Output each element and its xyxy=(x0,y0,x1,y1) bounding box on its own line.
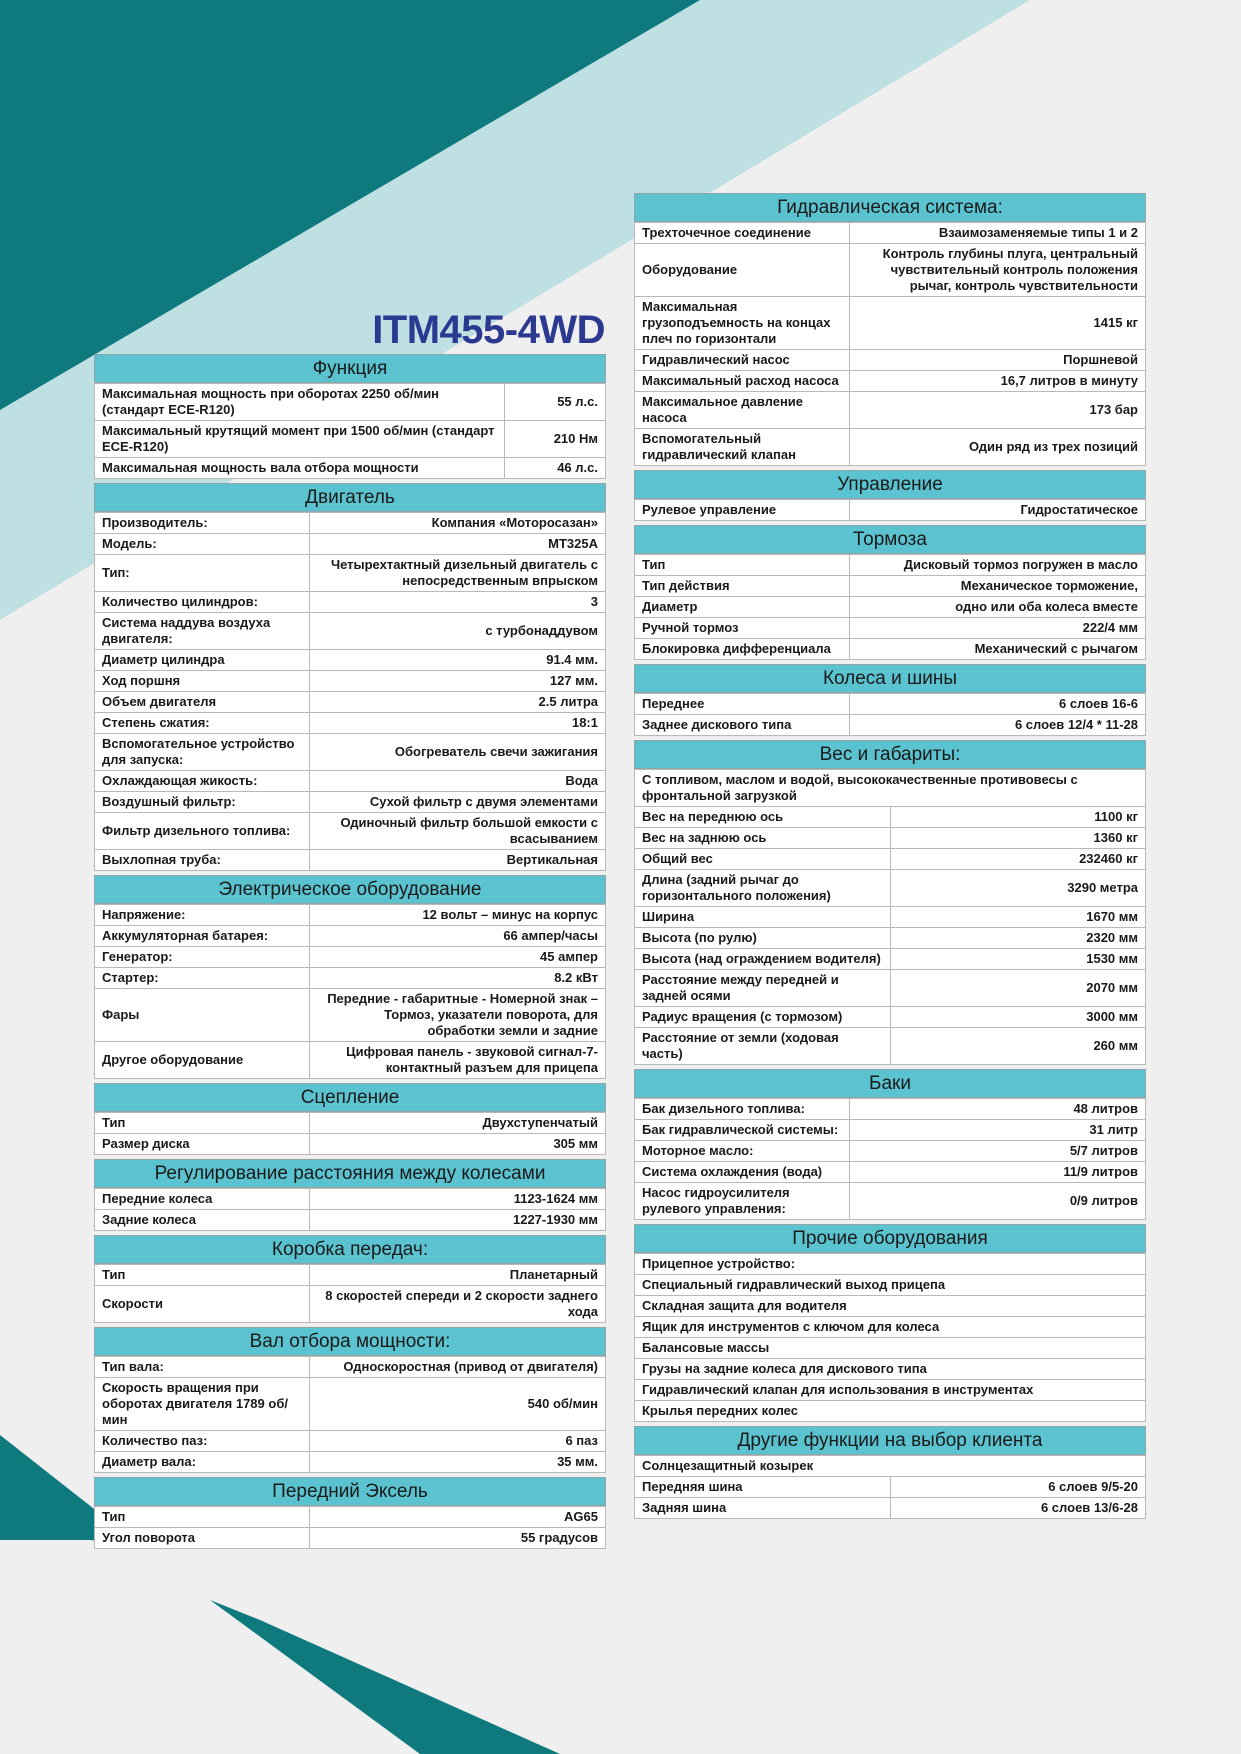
spec-label: Воздушный фильтр: xyxy=(95,792,310,813)
spec-value: 6 слоев 12/4 * 11-28 xyxy=(850,715,1146,736)
spec-label: Прицепное устройство: xyxy=(635,1254,1146,1275)
spec-label: Скорость вращения при оборотах двигателя 1789 об/мин xyxy=(95,1378,310,1431)
table-row xyxy=(95,850,606,871)
spec-label: Общий вес xyxy=(635,849,891,870)
spec-value: 35 мм. xyxy=(310,1452,606,1473)
spec-label: Ширина xyxy=(635,907,891,928)
spec-label: Переднее xyxy=(635,694,850,715)
table-row xyxy=(95,384,606,421)
table-row xyxy=(635,1120,1146,1141)
spec-label: Угол поворота xyxy=(95,1528,310,1549)
spec-value: 45 ампер xyxy=(310,947,606,968)
table-row xyxy=(95,692,606,713)
table-row xyxy=(635,928,1146,949)
spec-value: 1100 кг xyxy=(890,807,1146,828)
spec-value: одно или оба колеса вместе xyxy=(850,597,1146,618)
spec-label: Система охлаждения (вода) xyxy=(635,1162,850,1183)
spec-value: Одиночный фильтр большой емкости с всасыванием xyxy=(310,813,606,850)
spec-label: Вспомогательное устройство для запуска: xyxy=(95,734,310,771)
spec-value: Сухой фильтр с двумя элементами xyxy=(310,792,606,813)
spec-label: С топливом, маслом и водой, высококачественные противовесы с фронтальной загрузкой xyxy=(635,770,1146,807)
spec-label: Другое оборудование xyxy=(95,1042,310,1079)
spec-label: Трехточечное соединение xyxy=(635,223,850,244)
table-row xyxy=(635,907,1146,928)
table-row xyxy=(95,650,606,671)
table-row xyxy=(635,429,1146,466)
spec-label: Вспомогательный гидравлический клапан xyxy=(635,429,850,466)
table-row xyxy=(95,926,606,947)
spec-label: Бак гидравлической системы: xyxy=(635,1120,850,1141)
spec-value: 6 паз xyxy=(310,1431,606,1452)
spec-value: 1670 мм xyxy=(890,907,1146,928)
table-row xyxy=(95,989,606,1042)
section-pto xyxy=(94,1327,606,1473)
spec-label: Степень сжатия: xyxy=(95,713,310,734)
spec-value: 3000 мм xyxy=(890,1007,1146,1028)
table-row xyxy=(95,1265,606,1286)
table-row xyxy=(95,1134,606,1155)
section-gearbox xyxy=(94,1235,606,1323)
table-row xyxy=(635,1477,1146,1498)
spec-label: Гидравлический насос xyxy=(635,350,850,371)
table-row xyxy=(635,223,1146,244)
spec-value: Контроль глубины плуга, центральный чувствительный контроль положения рычаг, контроль чувствительности xyxy=(850,244,1146,297)
spec-label: Расстояние от земли (ходовая часть) xyxy=(635,1028,891,1065)
spec-label: Рулевое управление xyxy=(635,500,850,521)
spec-label: Максимальная грузоподъемность на концах плеч по горизонтали xyxy=(635,297,850,350)
spec-value: 1530 мм xyxy=(890,949,1146,970)
section-brakes xyxy=(634,525,1146,660)
spec-value: 1415 кг xyxy=(850,297,1146,350)
spec-value: 18:1 xyxy=(310,713,606,734)
table-row xyxy=(635,849,1146,870)
spec-value: Взаимозаменяемые типы 1 и 2 xyxy=(850,223,1146,244)
section-title: Сцепление xyxy=(94,1083,606,1112)
table-row xyxy=(95,458,606,479)
table-row xyxy=(95,947,606,968)
spec-label: Количество паз: xyxy=(95,1431,310,1452)
spec-value: 6 слоев 13/6-28 xyxy=(890,1498,1146,1519)
spec-label: Модель: xyxy=(95,534,310,555)
spec-value: 6 слоев 9/5-20 xyxy=(890,1477,1146,1498)
spec-value: 1360 кг xyxy=(890,828,1146,849)
spec-value: 232460 кг xyxy=(890,849,1146,870)
spec-label: Заднее дискового типа xyxy=(635,715,850,736)
section-title: Коробка передач: xyxy=(94,1235,606,1264)
table-row xyxy=(635,770,1146,807)
table-row xyxy=(95,1452,606,1473)
table-row xyxy=(635,1498,1146,1519)
section-title: Электрическое оборудование xyxy=(94,875,606,904)
spec-label: Тип вала: xyxy=(95,1357,310,1378)
table-row xyxy=(95,905,606,926)
spec-label: Стартер: xyxy=(95,968,310,989)
spec-value: 0/9 литров xyxy=(850,1183,1146,1220)
table-row xyxy=(95,592,606,613)
table-row xyxy=(95,734,606,771)
spec-label: Высота (по рулю) xyxy=(635,928,891,949)
table-row xyxy=(635,1338,1146,1359)
spec-label: Максимальный крутящий момент при 1500 об/мин (стандарт ECE-R120) xyxy=(95,421,505,458)
spec-label: Крылья передних колес xyxy=(635,1401,1146,1422)
spec-label: Передние колеса xyxy=(95,1189,310,1210)
table-row xyxy=(635,807,1146,828)
section-track xyxy=(94,1159,606,1231)
spec-label: Радиус вращения (с тормозом) xyxy=(635,1007,891,1028)
section-other-equipment xyxy=(634,1224,1146,1422)
spec-label: Система наддува воздуха двигателя: xyxy=(95,613,310,650)
section-electrical xyxy=(94,875,606,1079)
spec-label: Тип действия xyxy=(635,576,850,597)
spec-label: Объем двигателя xyxy=(95,692,310,713)
spec-value: Цифровая панель - звуковой сигнал-7-контактный разъем для прицепа xyxy=(310,1042,606,1079)
spec-value: с турбонаддувом xyxy=(310,613,606,650)
table-row xyxy=(635,1359,1146,1380)
spec-value: 305 мм xyxy=(310,1134,606,1155)
spec-label: Высота (над ограждением водителя) xyxy=(635,949,891,970)
spec-label: Тип xyxy=(95,1113,310,1134)
spec-label: Фильтр дизельного топлива: xyxy=(95,813,310,850)
spec-value: 8.2 кВт xyxy=(310,968,606,989)
spec-label: Аккумуляторная батарея: xyxy=(95,926,310,947)
spec-label: Производитель: xyxy=(95,513,310,534)
right-column xyxy=(634,193,1146,1523)
table-row xyxy=(635,244,1146,297)
table-row xyxy=(95,1113,606,1134)
section-title: Регулирование расстояния между колесами xyxy=(94,1159,606,1188)
section-options xyxy=(634,1426,1146,1519)
table-row xyxy=(95,713,606,734)
table-row xyxy=(95,613,606,650)
spec-value: Четырехтактный дизельный двигатель с непосредственным впрыском xyxy=(310,555,606,592)
spec-value: 31 литр xyxy=(850,1120,1146,1141)
spec-label: Оборудование xyxy=(635,244,850,297)
section-title: Колеса и шины xyxy=(634,664,1146,693)
table-row xyxy=(95,671,606,692)
table-row xyxy=(635,694,1146,715)
spec-value: 66 ампер/часы xyxy=(310,926,606,947)
spec-label: Фары xyxy=(95,989,310,1042)
table-row xyxy=(95,513,606,534)
spec-label: Моторное масло: xyxy=(635,1141,850,1162)
section-title: Управление xyxy=(634,470,1146,499)
spec-label: Балансовые массы xyxy=(635,1338,1146,1359)
table-row xyxy=(635,1317,1146,1338)
spec-value: Компания «Моторосазан» xyxy=(310,513,606,534)
spec-value: 222/4 мм xyxy=(850,618,1146,639)
spec-value: 2.5 литра xyxy=(310,692,606,713)
spec-value: Двухступенчатый xyxy=(310,1113,606,1134)
section-front-axle xyxy=(94,1477,606,1549)
section-title: Вал отбора мощности: xyxy=(94,1327,606,1356)
spec-value: 173 бар xyxy=(850,392,1146,429)
spec-value: 540 об/мин xyxy=(310,1378,606,1431)
left-column xyxy=(94,354,606,1553)
spec-label: Бак дизельного топлива: xyxy=(635,1099,850,1120)
section-engine xyxy=(94,483,606,871)
section-title: Баки xyxy=(634,1069,1146,1098)
table-row xyxy=(95,1189,606,1210)
spec-label: Тип: xyxy=(95,555,310,592)
spec-value: 1123-1624 мм xyxy=(310,1189,606,1210)
spec-value: 11/9 литров xyxy=(850,1162,1146,1183)
spec-label: Тип xyxy=(95,1507,310,1528)
table-row xyxy=(635,1254,1146,1275)
spec-label: Максимальная мощность при оборотах 2250 об/мин (стандарт ECE-R120) xyxy=(95,384,505,421)
spec-label: Грузы на задние колеса для дискового типа xyxy=(635,1359,1146,1380)
table-row xyxy=(635,597,1146,618)
table-row xyxy=(635,1275,1146,1296)
section-title: Тормоза xyxy=(634,525,1146,554)
spec-label: Длина (задний рычаг до горизонтального положения) xyxy=(635,870,891,907)
spec-value: Вода xyxy=(310,771,606,792)
spec-label: Гидравлический клапан для использования в инструментах xyxy=(635,1380,1146,1401)
section-function xyxy=(94,354,606,479)
table-row xyxy=(95,421,606,458)
model-title: ITM455-4WD xyxy=(372,308,605,352)
table-row xyxy=(635,949,1146,970)
spec-value: MT325A xyxy=(310,534,606,555)
spec-label: Задняя шина xyxy=(635,1498,891,1519)
spec-value: 16,7 литров в минуту xyxy=(850,371,1146,392)
spec-label: Складная защита для водителя xyxy=(635,1296,1146,1317)
table-row xyxy=(95,1210,606,1231)
table-row xyxy=(635,576,1146,597)
table-row xyxy=(635,1099,1146,1120)
table-row xyxy=(95,1042,606,1079)
table-row xyxy=(635,639,1146,660)
table-row xyxy=(95,1528,606,1549)
spec-label: Вес на заднюю ось xyxy=(635,828,891,849)
spec-label: Тип xyxy=(635,555,850,576)
table-row xyxy=(635,371,1146,392)
table-row xyxy=(635,392,1146,429)
section-title: Гидравлическая система: xyxy=(634,193,1146,222)
spec-label: Напряжение: xyxy=(95,905,310,926)
spec-label: Диаметр xyxy=(635,597,850,618)
spec-value: 55 градусов xyxy=(310,1528,606,1549)
section-clutch xyxy=(94,1083,606,1155)
spec-label: Диаметр цилиндра xyxy=(95,650,310,671)
table-row xyxy=(95,771,606,792)
table-row xyxy=(635,1401,1146,1422)
table-row xyxy=(635,870,1146,907)
spec-value: Односкоростная (привод от двигателя) xyxy=(310,1357,606,1378)
section-steering xyxy=(634,470,1146,521)
spec-value: Дисковый тормоз погружен в масло xyxy=(850,555,1146,576)
table-row xyxy=(635,828,1146,849)
spec-value: 2320 мм xyxy=(890,928,1146,949)
table-row xyxy=(635,715,1146,736)
spec-label: Солнцезащитный козырек xyxy=(635,1456,1146,1477)
table-row xyxy=(635,1141,1146,1162)
table-row xyxy=(95,1286,606,1323)
table-row xyxy=(635,1162,1146,1183)
table-row xyxy=(95,555,606,592)
section-tires xyxy=(634,664,1146,736)
spec-label: Скорости xyxy=(95,1286,310,1323)
spec-value: Механический с рычагом xyxy=(850,639,1146,660)
table-row xyxy=(635,297,1146,350)
spec-value: 3290 метра xyxy=(890,870,1146,907)
spec-value: Обогреватель свечи зажигания xyxy=(310,734,606,771)
table-row xyxy=(635,618,1146,639)
spec-value: 127 мм. xyxy=(310,671,606,692)
table-row xyxy=(95,534,606,555)
spec-label: Выхлопная труба: xyxy=(95,850,310,871)
section-dimensions xyxy=(634,740,1146,1065)
spec-value: 55 л.с. xyxy=(505,384,606,421)
spec-value: Планетарный xyxy=(310,1265,606,1286)
table-row xyxy=(635,555,1146,576)
spec-value: Гидростатическое xyxy=(850,500,1146,521)
spec-label: Вес на переднюю ось xyxy=(635,807,891,828)
spec-label: Специальный гидравлический выход прицепа xyxy=(635,1275,1146,1296)
spec-value: 48 литров xyxy=(850,1099,1146,1120)
table-row xyxy=(635,1183,1146,1220)
spec-label: Задние колеса xyxy=(95,1210,310,1231)
spec-value: 210 Нм xyxy=(505,421,606,458)
spec-value: 46 л.с. xyxy=(505,458,606,479)
spec-value: Вертикальная xyxy=(310,850,606,871)
spec-label: Максимальная мощность вала отбора мощности xyxy=(95,458,505,479)
section-title: Двигатель xyxy=(94,483,606,512)
spec-label: Максимальное давление насоса xyxy=(635,392,850,429)
spec-label: Ручной тормоз xyxy=(635,618,850,639)
section-title: Прочие оборудования xyxy=(634,1224,1146,1253)
table-row xyxy=(635,970,1146,1007)
spec-value: 5/7 литров xyxy=(850,1141,1146,1162)
spec-value: 91.4 мм. xyxy=(310,650,606,671)
table-row xyxy=(95,1357,606,1378)
spec-value: Поршневой xyxy=(850,350,1146,371)
table-row xyxy=(635,500,1146,521)
section-title: Функция xyxy=(94,354,606,383)
table-row xyxy=(95,1378,606,1431)
spec-label: Максимальный расход насоса xyxy=(635,371,850,392)
section-title: Вес и габариты: xyxy=(634,740,1146,769)
table-row xyxy=(635,1028,1146,1065)
section-hydraulics xyxy=(634,193,1146,466)
spec-value: 3 xyxy=(310,592,606,613)
spec-label: Тип xyxy=(95,1265,310,1286)
spec-label: Охлаждающая жикость: xyxy=(95,771,310,792)
spec-label: Ящик для инструментов с ключом для колеса xyxy=(635,1317,1146,1338)
spec-value: 2070 мм xyxy=(890,970,1146,1007)
spec-value: 1227-1930 мм xyxy=(310,1210,606,1231)
table-row xyxy=(635,1007,1146,1028)
spec-label: Передняя шина xyxy=(635,1477,891,1498)
spec-value: Один ряд из трех позиций xyxy=(850,429,1146,466)
table-row xyxy=(635,1456,1146,1477)
spec-label: Насос гидроусилителя рулевого управления: xyxy=(635,1183,850,1220)
spec-label: Блокировка дифференциала xyxy=(635,639,850,660)
spec-value: 12 вольт – минус на корпус xyxy=(310,905,606,926)
section-tanks xyxy=(634,1069,1146,1220)
spec-label: Диаметр вала: xyxy=(95,1452,310,1473)
spec-value: Механическое торможение, xyxy=(850,576,1146,597)
table-row xyxy=(635,1380,1146,1401)
table-row xyxy=(635,350,1146,371)
section-title: Другие функции на выбор клиента xyxy=(634,1426,1146,1455)
spec-label: Генератор: xyxy=(95,947,310,968)
spec-label: Расстояние между передней и задней осями xyxy=(635,970,891,1007)
table-row xyxy=(95,792,606,813)
table-row xyxy=(95,968,606,989)
spec-value: 8 скоростей спереди и 2 скорости заднего хода xyxy=(310,1286,606,1323)
section-title: Передний Эксель xyxy=(94,1477,606,1506)
spec-value: 6 слоев 16-6 xyxy=(850,694,1146,715)
spec-label: Количество цилиндров: xyxy=(95,592,310,613)
table-row xyxy=(95,1507,606,1528)
spec-value: AG65 xyxy=(310,1507,606,1528)
spec-value: Передние - габаритные - Номерной знак – Тормоз, указатели поворота, для обработки земли и задние xyxy=(310,989,606,1042)
table-row xyxy=(95,813,606,850)
spec-value: 260 мм xyxy=(890,1028,1146,1065)
table-row xyxy=(95,1431,606,1452)
spec-label: Ход поршня xyxy=(95,671,310,692)
table-row xyxy=(635,1296,1146,1317)
spec-label: Размер диска xyxy=(95,1134,310,1155)
